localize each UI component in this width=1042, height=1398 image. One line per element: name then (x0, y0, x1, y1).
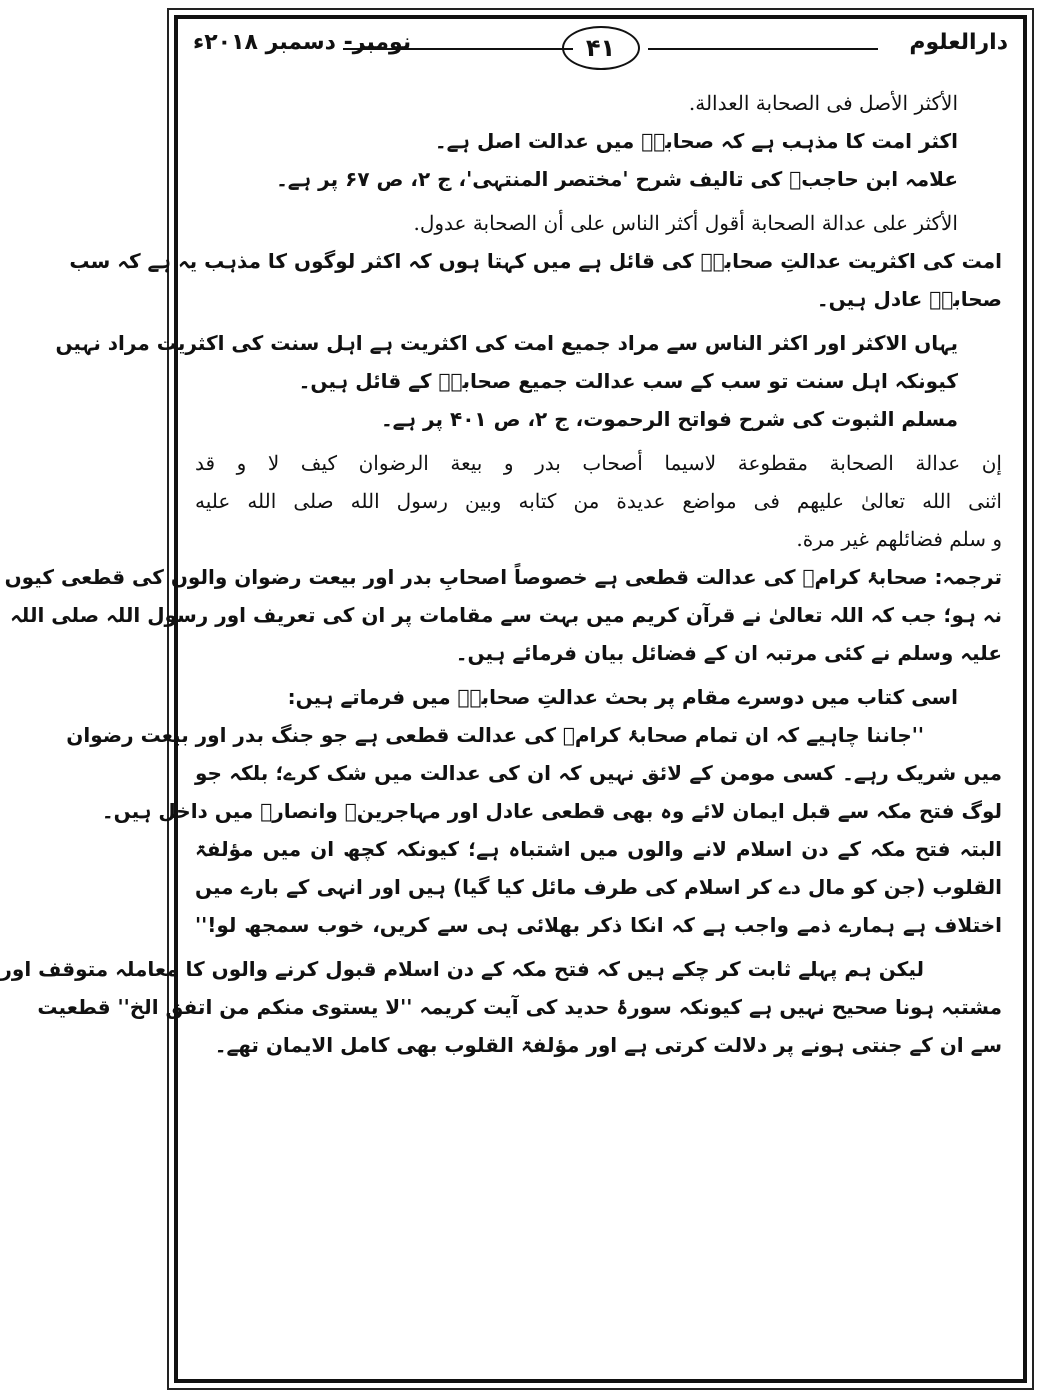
text-line: اکثر امت کا مذہب ہے کہ صحابہؓ میں عدالت اصل ہے۔ (434, 129, 958, 153)
block-quote-line: اختلاف ہے ہمارے ذمے واجب ہے کہ انکا ذکر بھلائی ہی سے کریں، خوب سمجھ لو!'' (195, 913, 1002, 937)
block-quote-line: میں شریک رہے۔ کسی مومن کے لائق نہیں کہ ان کی عدالت میں شک کرے؛ بلکہ جو (195, 761, 1002, 785)
page-number: ۴۱ (562, 26, 640, 70)
text-line: کیونکہ اہل سنت تو سب کے سب عدالت جمیع صحابہؓ کے قائل ہیں۔ (298, 369, 958, 393)
article-body (0, 84, 1002, 1358)
arabic-quote-line: و سلم فضائلهم غير مرة. (796, 527, 1002, 551)
text-line: لیکن ہم پہلے ثابت کر چکے ہیں کہ فتح مکہ کے دن اسلام قبول کرنے والوں کا معاملہ متوقف اور (0, 957, 924, 981)
header-rule-right (648, 48, 878, 50)
text-line: سے ان کے جنتی ہونے پر دلالت کرتی ہے اور مؤلفۃ القلوب بھی کامل الایمان تھے۔ (214, 1033, 1002, 1057)
issue-date: نومبر- دسمبر ۲۰۱۸ء (193, 30, 412, 55)
citation-line: علامہ ابن حاجبؒ کی تالیف شرح 'مختصر المنتہی'، ج ۲، ص ۶۷ پر ہے۔ (276, 167, 958, 191)
magazine-title: دارالعلوم (909, 30, 1008, 55)
arabic-quote-line: الأكثر الأصل فی الصحابة العدالة. (688, 91, 958, 115)
arabic-quote-line: اثنى الله تعالىٰ عليهم فی مواضع عديدة من كتابه وبين رسول الله صلى الله عليه (195, 489, 1002, 513)
arabic-quote-line: الأكثر على عدالة الصحابة أقول أكثر الناس على أن الصحابة عدول. (413, 211, 958, 235)
block-quote-line: البتہ فتح مکہ کے دن اسلام لانے والوں میں اشتباہ ہے؛ کیونکہ کچھ ان میں مؤلفۃ (195, 837, 1002, 861)
citation-line: مسلم الثبوت کی شرح فواتح الرحموت، ج ۲، ص ۴۰۱ پر ہے۔ (380, 407, 958, 431)
text-line: اسی کتاب میں دوسرے مقام پر بحث عدالتِ صحابہؓ میں فرماتے ہیں: (287, 685, 958, 709)
running-header (193, 26, 1008, 72)
block-quote-line: لوگ فتح مکہ سے قبل ایمان لائے وہ بھی قطعی عادل اور مہاجرینؓ وانصارؓ میں داخل ہیں۔ (101, 799, 1002, 823)
arabic-quote-line: إن عدالة الصحابة مقطوعة لاسيما أصحاب بدر و بيعة الرضوان كيف لا و قد (195, 451, 1002, 475)
text-line: امت کی اکثریت عدالتِ صحابہؓ کی قائل ہے میں کہتا ہوں کہ اکثر لوگوں کا مذہب یہ ہے کہ سب (69, 249, 1002, 273)
block-quote-line: ''جاننا چاہیے کہ ان تمام صحابۂ کرامؓ کی عدالت قطعی ہے جو جنگ بدر اور بیعت رضوان (66, 723, 924, 747)
translation-line: علیہ وسلم نے کئی مرتبہ ان کے فضائل بیان فرمائے ہیں۔ (455, 641, 1002, 665)
translation-line: نہ ہو؛ جب کہ اللہ تعالیٰ نے قرآن کریم میں بہت سے مقامات پر ان کی تعریف اور رسول اللہ صلی اللہ (10, 603, 1002, 627)
text-line: مشتبہ ہونا صحیح نہیں ہے کیونکہ سورۂ حدید کی آیت کریمہ ''لا یستوی منکم من اتفق الخ'' قطعیت (37, 995, 1002, 1019)
translation-line: ترجمہ: صحابۂ کرامؓ کی عدالت قطعی ہے خصوصاً اصحابِ بدر اور بیعت رضوان والوں کی قطعی کیوں (4, 565, 1002, 589)
block-quote-line: القلوب (جن کو مال دے کر اسلام کی طرف مائل کیا گیا) ہیں اور انہی کے بارے میں (195, 875, 1002, 899)
text-line: صحابہؓ عادل ہیں۔ (816, 287, 1002, 311)
text-line: یہاں الاکثر اور اکثر الناس سے مراد جمیع امت کی اکثریت ہے اہل سنت کی اکثریت مراد نہیں (55, 331, 958, 355)
